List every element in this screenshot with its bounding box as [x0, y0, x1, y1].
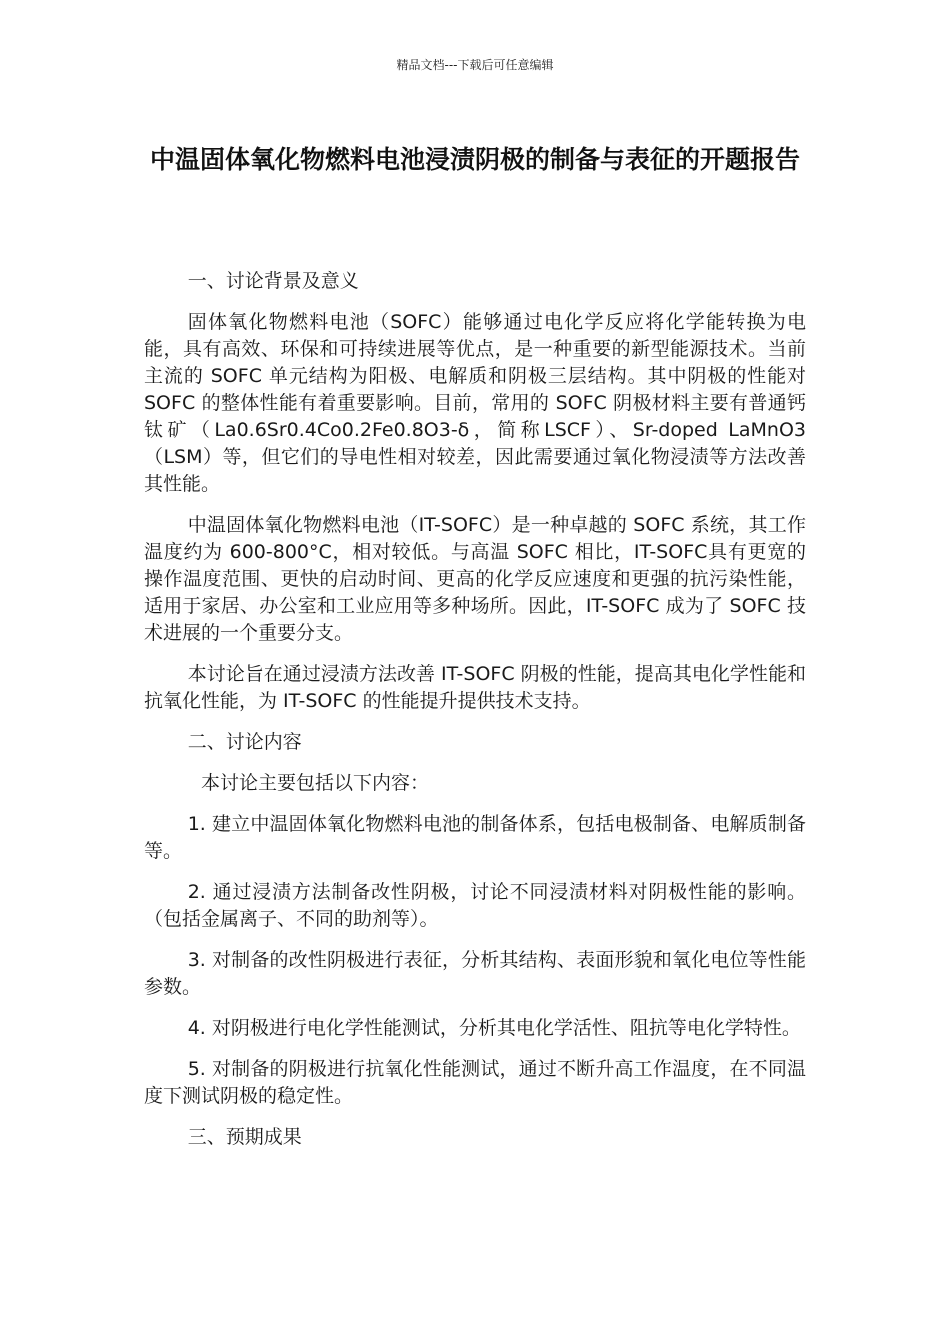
paragraph: 中温固体氧化物燃料电池（IT-SOFC）是一种卓越的 SOFC 系统，其工作温度约为 600-800°C，相对较低。与高温 SOFC 相比，IT-SOFC具有更宽的操作温度范围、更快的启动时间、更高的化学反应速度和更强的抗污染性能，适用于家居、办公室和工业应用等多种场所。因此，IT-SOFC 成为了 SOFC 技术进展的一个重要分支。 — [144, 514, 806, 644]
list-item: 2. 通过浸渍方法制备改性阴极，讨论不同浸渍材料对阴极性能的影响。（包括金属离子、不同的助剂等）。 — [144, 881, 806, 930]
document-body — [144, 268, 806, 1165]
section-intro: 本讨论主要包括以下内容： — [201, 772, 430, 794]
paragraph: 固体氧化物燃料电池（SOFC）能够通过电化学反应将化学能转换为电能，具有高效、环保和可持续进展等优点，是一种重要的新型能源技术。当前主流的 SOFC 单元结构为阳极、电解质和阴极三层结构。其中阴极的性能对 SOFC 的整体性能有着重要影响。目前，常用的 SOFC 阴极材料主要有普通钙钛矿（La0.6Sr0.4Co0.2Fe0.8O3-δ，简称LSCF）、Sr-doped LaMnO3（LSM）等，但它们的导电性相对较差，因此需要通过氧化物浸渍等方法改善其性能。 — [144, 311, 806, 495]
section-heading-background: 一、讨论背景及意义 — [187, 270, 359, 292]
document-title: 中温固体氧化物燃料电池浸渍阴极的制备与表征的开题报告 — [149, 145, 800, 174]
paragraph: 本讨论旨在通过浸渍方法改善 IT-SOFC 阴极的性能，提高其电化学性能和抗氧化性能，为 IT-SOFC 的性能提升提供技术支持。 — [144, 663, 806, 712]
list-item: 3. 对制备的改性阴极进行表征，分析其结构、表面形貌和氧化电位等性能参数。 — [144, 949, 806, 998]
section-heading-content: 二、讨论内容 — [187, 731, 302, 753]
section-heading-expected-results: 三、预期成果 — [187, 1126, 302, 1148]
header-note: 精品文档---下载后可任意编辑 — [396, 58, 554, 72]
list-item: 1. 建立中温固体氧化物燃料电池的制备体系，包括电极制备、电解质制备等。 — [144, 813, 806, 862]
list-item: 4. 对阴极进行电化学性能测试，分析其电化学活性、阻抗等电化学特性。 — [187, 1017, 801, 1039]
list-item: 5. 对制备的阴极进行抗氧化性能测试，通过不断升高工作温度，在不同温度下测试阴极的稳定性。 — [144, 1058, 806, 1107]
